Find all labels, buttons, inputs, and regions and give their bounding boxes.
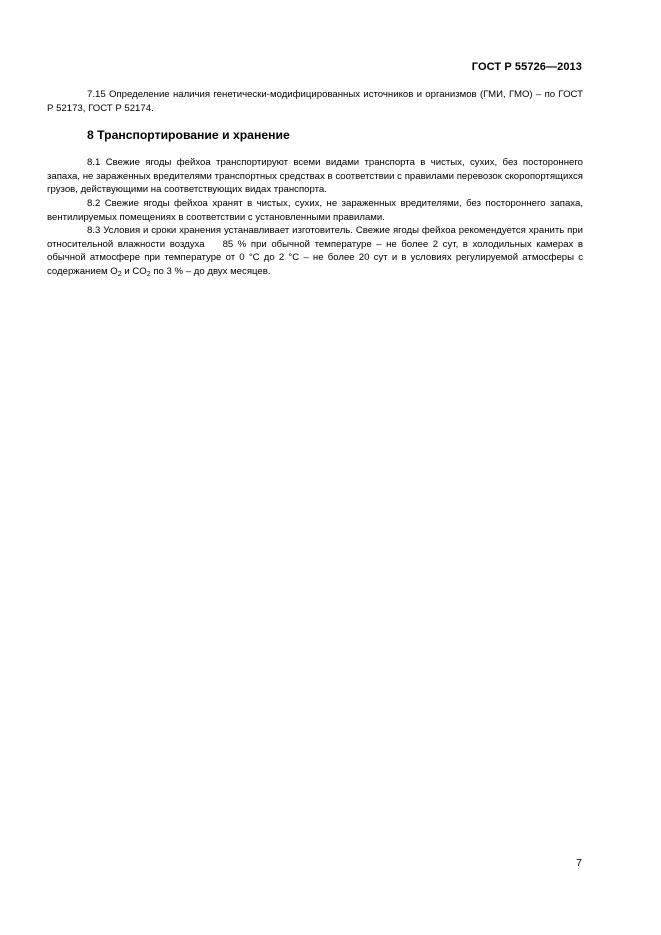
document-id-header: ГОСТ Р 55726—2013 — [471, 61, 582, 73]
page-number: 7 — [576, 857, 582, 869]
paragraph-8-3-part1: 8.3 Условия и сроки хранения устанавливает изготовитель. Свежие ягоды фейхоа рекомендуется хранить при относительной влажности воздуха — [47, 225, 583, 250]
section-8-title: 8 Транспортирование и хранение — [87, 128, 290, 143]
paragraph-8-2: 8.2 Свежие ягоды фейхоа хранят в чистых, сухих, не зараженных вредителями, без постороннего запаха, вентилируемых помещениях в соответствии с установленными правилами. — [47, 197, 583, 223]
paragraph-8-3-part3: и CO — [121, 265, 147, 277]
paragraph-8-3 — [47, 224, 583, 278]
document-body — [47, 88, 583, 279]
paragraph-8-1: 8.1 Свежие ягоды фейхоа транспортируют всеми видами транспорта в чистых, сухих, без постороннего запаха, не зараженных вредителями транспортных средствах в соответствии с правилами перевозок скоропортящихся грузов, действующими на соответствующих видах транспорта. — [47, 157, 583, 196]
subscript-o2: 2 — [117, 270, 122, 278]
subscript-co2: 2 — [146, 270, 151, 278]
paragraph-8-3-part4: по 3 % – до двух месяцев. — [150, 265, 271, 277]
paragraph-7-15: 7.15 Определение наличия генетически-модифицированных источников и организмов (ГМИ, ГМО) – по ГОСТ Р 52173, ГОСТ Р 52174. — [47, 89, 583, 114]
paragraph-8-3-part2: 85 % при обычной температуре – не более 2 сут, в холодильных камерах в обычной атмосфере при температуре от 0 °С до 2 °С – не более 20 сут и в условиях регулируемой атмосферы с содержанием O — [47, 238, 583, 277]
